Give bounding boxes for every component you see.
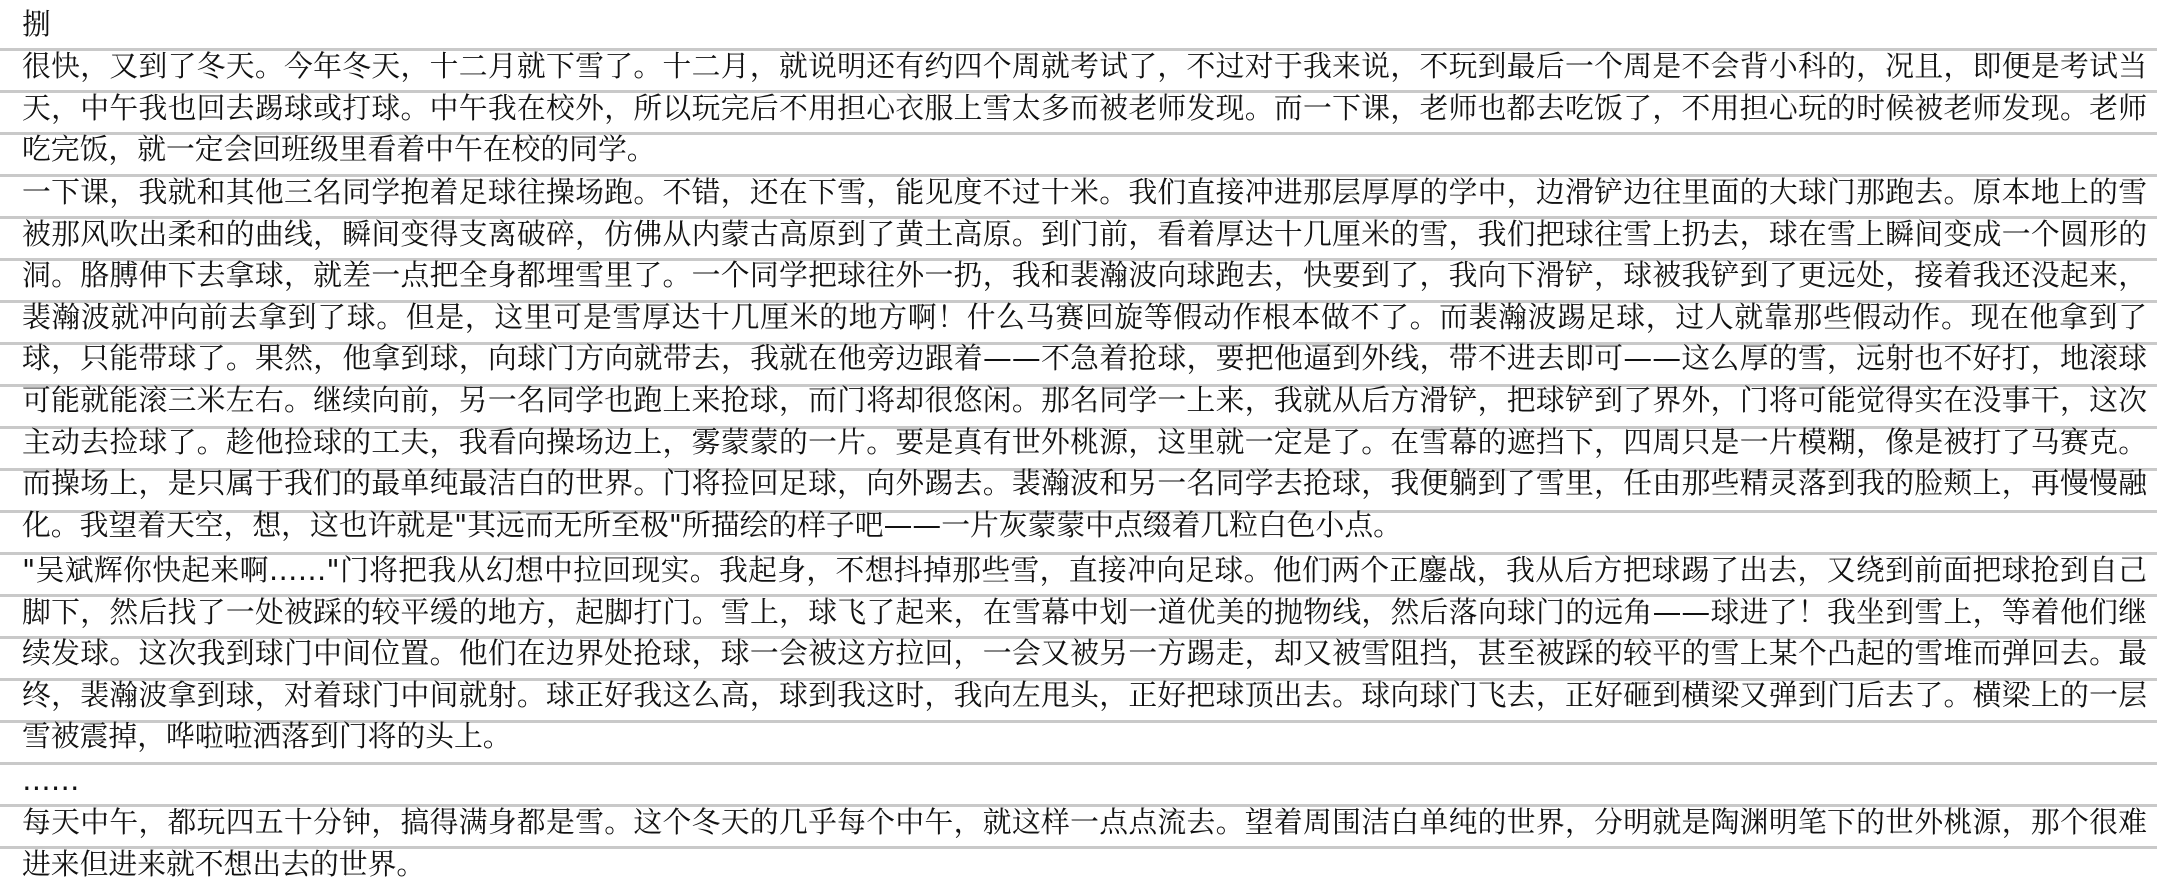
ellipsis-separator: …… <box>22 763 80 797</box>
paragraph: 每天中午，都玩四五十分钟，搞得满身都是雪。这个冬天的几乎每个中午，就这样一点点流去。望着周围洁白单纯的世界，分明就是陶渊明笔下的世外桃源，那个很难进来但进来就不想出去的世界。 <box>22 805 2147 881</box>
paragraph: "吴斌辉你快起来啊……"门将把我从幻想中拉回现实。我起身，不想抖掉那些雪，直接冲向足球。他们两个正鏖战，我从后方把球踢了出去，又绕到前面把球抢到自己脚下，然后找了一处被踩的较平缓的地方，起脚打门。雪上，球飞了起来，在雪幕中划一道优美的抛物线，然后落向球门的远角——球进了！我坐到雪上，等着他们继续发球。这次我到球门中间位置。他们在边界处抢球，球一会被这方拉回，一会又被另一方踢走，却又被雪阻挡，甚至被踩的较平的雪上某个凸起的雪堆而弹回去。最终，裴瀚波拿到球，对着球门中间就射。球正好我这么高，球到我这时，我向左甩头，正好把球顶出去。球向球门飞去，正好砸到横梁又弹到门后去了。横梁上的一层雪被震掉，哗啦啦洒落到门将的头上。 <box>22 553 2147 754</box>
paragraph: 很快，又到了冬天。今年冬天，十二月就下雪了。十二月，就说明还有约四个周就考试了，不过对于我来说，不玩到最后一个周是不会背小科的，况且，即便是考试当天，中午我也回去踢球或打球。中午我在校外，所以玩完后不用担心衣服上雪太多而被老师发现。而一下课，老师也都去吃饭了，不用担心玩的时候被老师发现。老师吃完饭，就一定会回班级里看着中午在校的同学。 <box>22 49 2147 167</box>
document-title: 捌 <box>22 7 51 41</box>
paragraph: 一下课，我就和其他三名同学抱着足球往操场跑。不错，还在下雪，能见度不过十米。我们直接冲进那层厚厚的学中，边滑铲边往里面的大球门那跑去。原本地上的雪被那风吹出柔和的曲线，瞬间变得支离破碎，仿佛从内蒙古高原到了黄土高原。到门前，看着厚达十几厘米的雪，我们把球往雪上扔去，球在雪上瞬间变成一个圆形的洞。胳膊伸下去拿球，就差一点把全身都埋雪里了。一个同学把球往外一扔，我和裴瀚波向球跑去，快要到了，我向下滑铲，球被我铲到了更远处，接着我还没起来，裴瀚波就冲向前去拿到了球。但是，这里可是雪厚达十几厘米的地方啊！什么马赛回旋等假动作根本做不了。而裴瀚波踢足球，过人就靠那些假动作。现在他拿到了球，只能带球了。果然，他拿到球，向球门方向就带去，我就在他旁边跟着——不急着抢球，要把他逼到外线，带不进去即可——这么厚的雪，远射也不好打，地滚球可能就能滚三米左右。继续向前，另一名同学也跑上来抢球，而门将却很悠闲。那名同学一上来，我就从后方滑铲，把球铲到了界外，门将可能觉得实在没事干，这次主动去捡球了。趁他捡球的工夫，我看向操场边上，雾蒙蒙的一片。要是真有世外桃源，这里就一定是了。在雪幕的遮挡下，四周只是一片模糊，像是被打了马赛克。而操场上，是只属于我们的最单纯最洁白的世界。门将捡回足球，向外踢去。裴瀚波和另一名同学去抢球，我便躺到了雪里，任由那些精灵落到我的脸颊上，再慢慢融化。我望着天空，想，这也许就是"其远而无所至极"所描绘的样子吧——一片灰蒙蒙中点缀着几粒白色小点。 <box>22 175 2147 542</box>
